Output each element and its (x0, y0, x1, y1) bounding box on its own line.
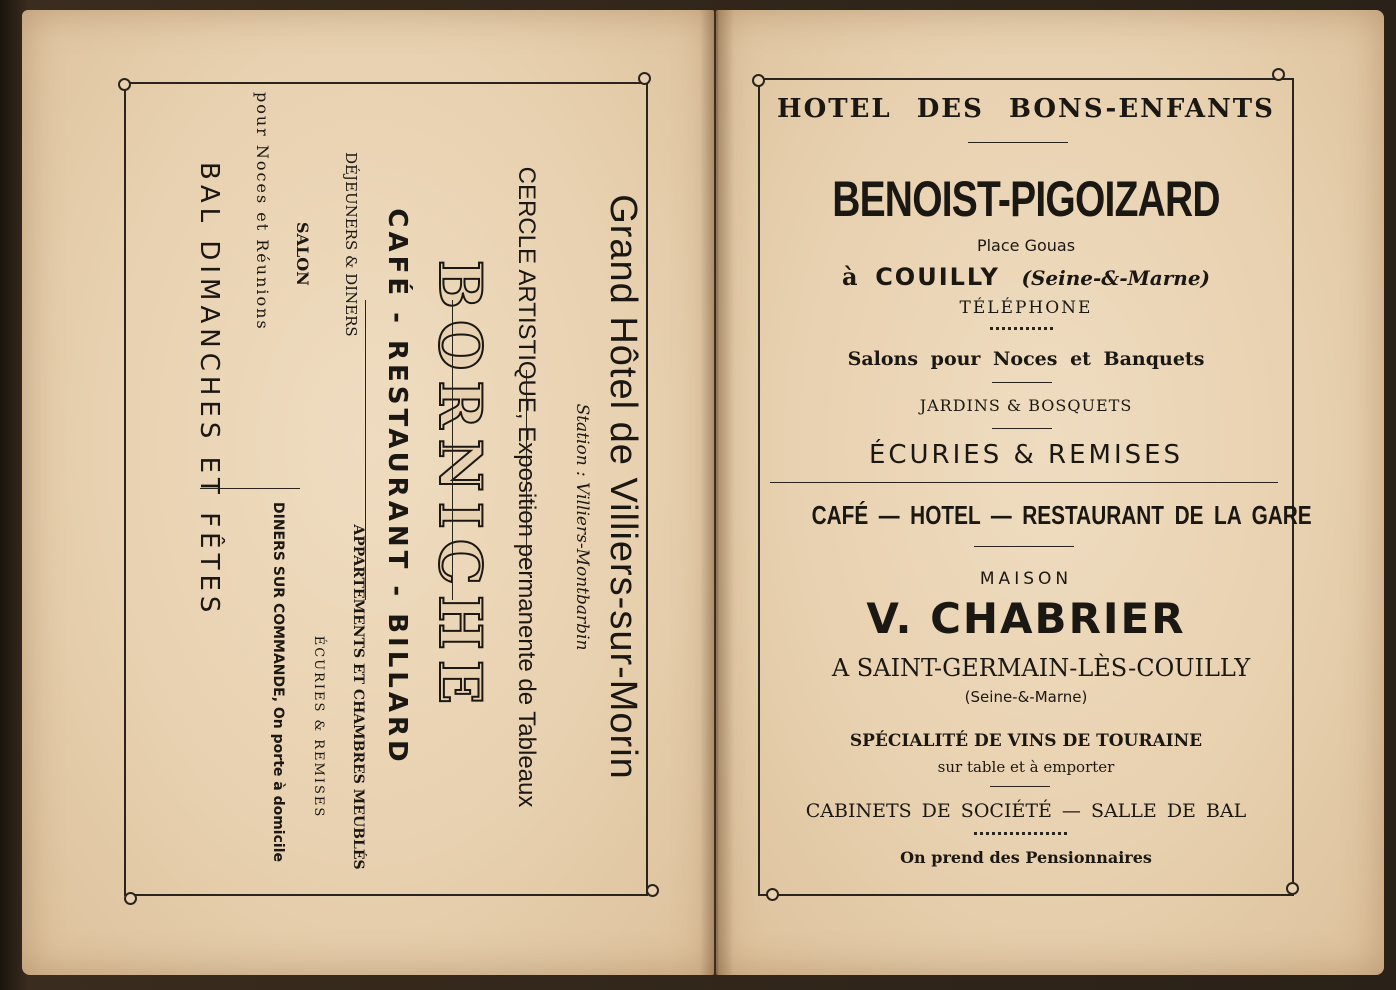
salon-text: SALON (293, 222, 312, 286)
cafe-hotel-restaurant-gare: CAFÉ — HOTEL — RESTAURANT DE LA GARE (811, 500, 1312, 530)
diners-commande: DINERS SUR COMMANDE, On porte à domicile (270, 501, 286, 862)
short-rule (974, 546, 1074, 547)
seine-marne-text: (Seine-&-Marne) (964, 688, 1088, 706)
frame-corner-ornament (646, 884, 659, 897)
cercle-artistique: CERCLE ARTISTIQUE, Exposition permanente de Tableaux (513, 166, 540, 808)
ecuries-remises-left: ÉCURIES & REMISES (311, 635, 326, 819)
jardins-bosquets: JARDINS & BOSQUETS (919, 396, 1133, 415)
vertical-divider (452, 300, 453, 600)
frame-corner-ornament (766, 888, 779, 901)
frame-corner-ornament (1272, 68, 1285, 81)
bal-dimanches: BAL DIMANCHES ET FÊTES (194, 162, 224, 618)
frame-corner-ornament (752, 74, 765, 87)
sur-table-emporter: sur table et à emporter (937, 758, 1115, 776)
salons-noces-banquets: Salons pour Noces et Banquets (847, 348, 1205, 370)
short-rule (992, 428, 1052, 429)
vertical-divider (526, 370, 527, 570)
appartements-text: APPARTEMENTS ET CHAMBRES MEUBLÉS (350, 524, 366, 870)
book-gutter (700, 10, 734, 975)
ornament-rule (968, 142, 1068, 143)
frame-corner-ornament (124, 892, 137, 905)
borniche-name: BORNICHE (426, 259, 494, 715)
place-gouas-address: Place Gouas (976, 236, 1076, 255)
chabrier-name: V. CHABRIER (866, 594, 1186, 643)
noces-reunions: pour Noces et Réunions (253, 92, 272, 331)
couilly-town: COUILLY (875, 263, 1000, 291)
frame-corner-ornament (638, 72, 651, 85)
wavy-rule (974, 832, 1070, 835)
short-rule (992, 382, 1052, 383)
specialite-vins: SPÉCIALITÉ DE VINS DE TOURAINE (849, 731, 1203, 751)
telephone-text: TÉLÉPHONE (959, 298, 1093, 318)
frame-corner-ornament (1286, 882, 1299, 895)
ecuries-remises-right: ÉCURIES & REMISES (868, 440, 1184, 470)
frame-corner-ornament (118, 78, 131, 91)
dejeuners-diners: DÉJEUNERS & DINERS (342, 152, 360, 337)
vertical-divider (365, 300, 366, 600)
maison-text: MAISON (979, 569, 1073, 589)
left-page-rotated-advert (124, 92, 644, 882)
town-prefix: à (841, 262, 858, 291)
grand-hotel-title: Grand Hôtel de Villiers-sur-Morin (602, 194, 644, 780)
section-divider (770, 482, 1278, 483)
cabinets-salle-bal: CABINETS DE SOCIÉTÉ — SALLE DE BAL (805, 800, 1247, 822)
benoist-pigoizard-name: BENOIST-PIGOIZARD (832, 171, 1220, 227)
region-text: (Seine-&-Marne) (1021, 266, 1211, 290)
station-text: Station : Villiers-Montbarbin (572, 403, 592, 651)
couilly-line (758, 262, 1294, 291)
short-rule (990, 786, 1050, 787)
cafe-restaurant-billard: CAFÉ - RESTAURANT - BILLARD (382, 208, 412, 766)
wavy-rule (990, 327, 1056, 330)
horizontal-divider (200, 488, 300, 489)
hotel-bons-enfants-title: HOTEL DES BONS-ENFANTS (777, 94, 1275, 124)
pensionnaires-text: On prend des Pensionnaires (900, 848, 1152, 867)
saint-germain-location: A SAINT-GERMAIN-LÈS-COUILLY (831, 654, 1251, 682)
